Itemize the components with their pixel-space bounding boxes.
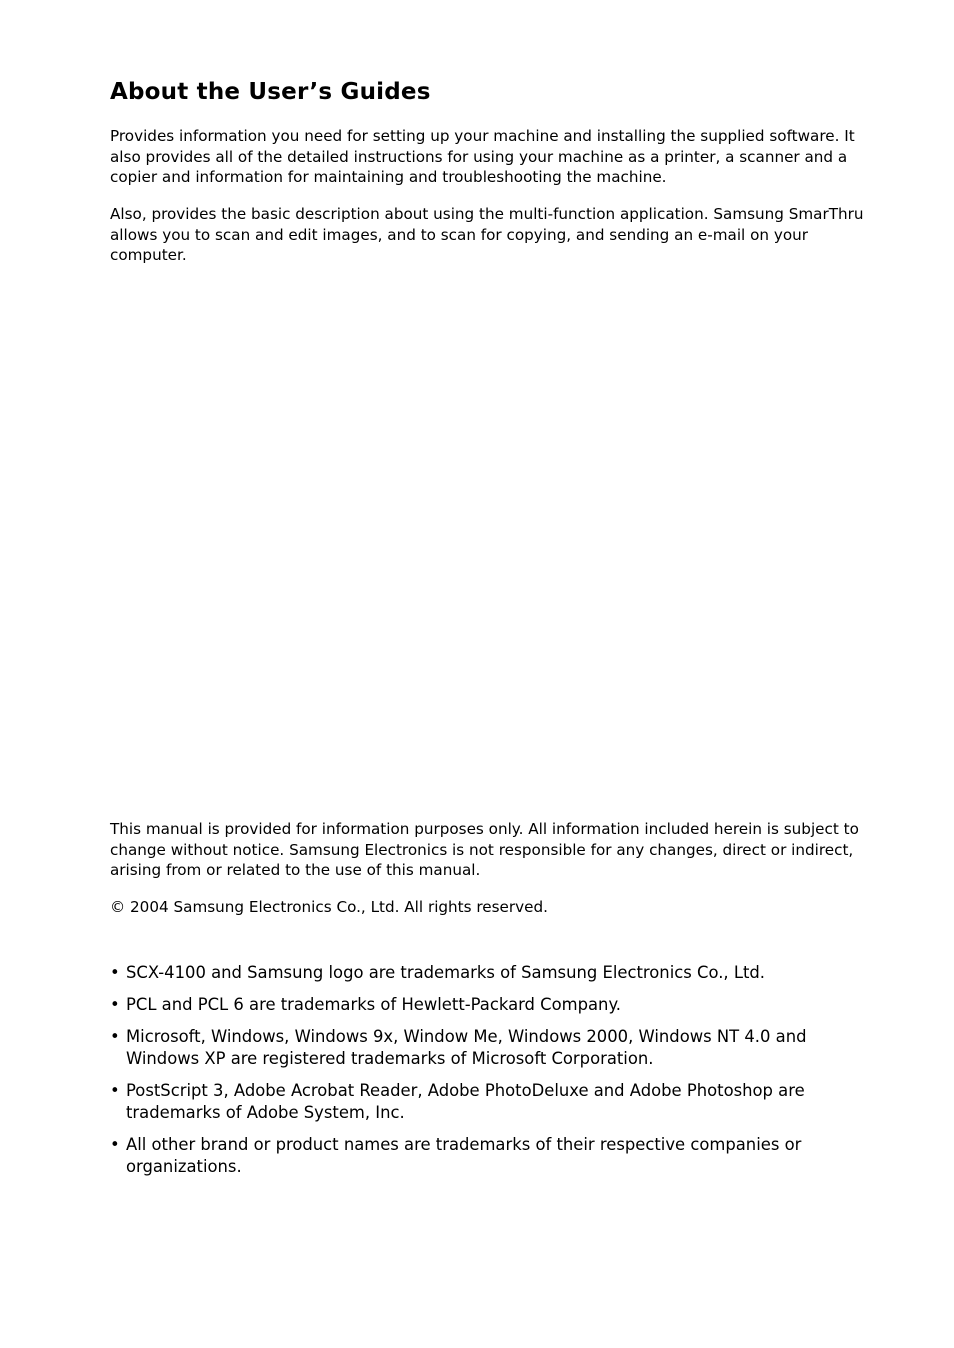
bullet-icon: •: [110, 995, 120, 1014]
trademark-item: [110, 1026, 870, 1070]
copyright-notice: © 2004 Samsung Electronics Co., Ltd. All rights reserved.: [110, 898, 548, 916]
trademark-text: PostScript 3, Adobe Acrobat Reader, Adobe PhotoDeluxe and Adobe Photoshop are trademarks of Adobe System, Inc.: [126, 1081, 805, 1122]
trademark-item: [110, 1134, 870, 1178]
trademark-text: PCL and PCL 6 are trademarks of Hewlett-Packard Company.: [126, 995, 622, 1014]
disclaimer-paragraph: This manual is provided for information purposes only. All information included herein is subject to change without notice. Samsung Electronics is not responsible for any changes, direct or indirect, arising from or related to the use of this manual.: [110, 820, 859, 880]
intro-paragraph-1: Provides information you need for setting up your machine and installing the supplied software. It also provides all of the detailed instructions for using your machine as a printer, a scanner and a copier and information for maintaining and troubleshooting the machine.: [110, 127, 855, 187]
trademark-text: SCX-4100 and Samsung logo are trademarks of Samsung Electronics Co., Ltd.: [126, 963, 766, 982]
intro-paragraph-2: Also, provides the basic description about using the multi-function application. Samsung SmarThru allows you to scan and edit images, and to scan for copying, and sending an e-mail on your computer.: [110, 205, 864, 265]
bullet-icon: •: [110, 1081, 120, 1100]
page-title: About the User’s Guides: [110, 79, 431, 105]
trademark-item: [110, 994, 870, 1016]
bullet-icon: •: [110, 963, 120, 982]
trademark-item: [110, 962, 870, 984]
trademark-list: [110, 962, 870, 1188]
trademark-item: [110, 1080, 870, 1124]
bullet-icon: •: [110, 1135, 120, 1154]
trademark-text: Microsoft, Windows, Windows 9x, Window Me, Windows 2000, Windows NT 4.0 and Windows XP are registered trademarks of Microsoft Corporation.: [126, 1027, 807, 1068]
bullet-icon: •: [110, 1027, 120, 1046]
trademark-text: All other brand or product names are trademarks of their respective companies or organizations.: [126, 1135, 802, 1176]
